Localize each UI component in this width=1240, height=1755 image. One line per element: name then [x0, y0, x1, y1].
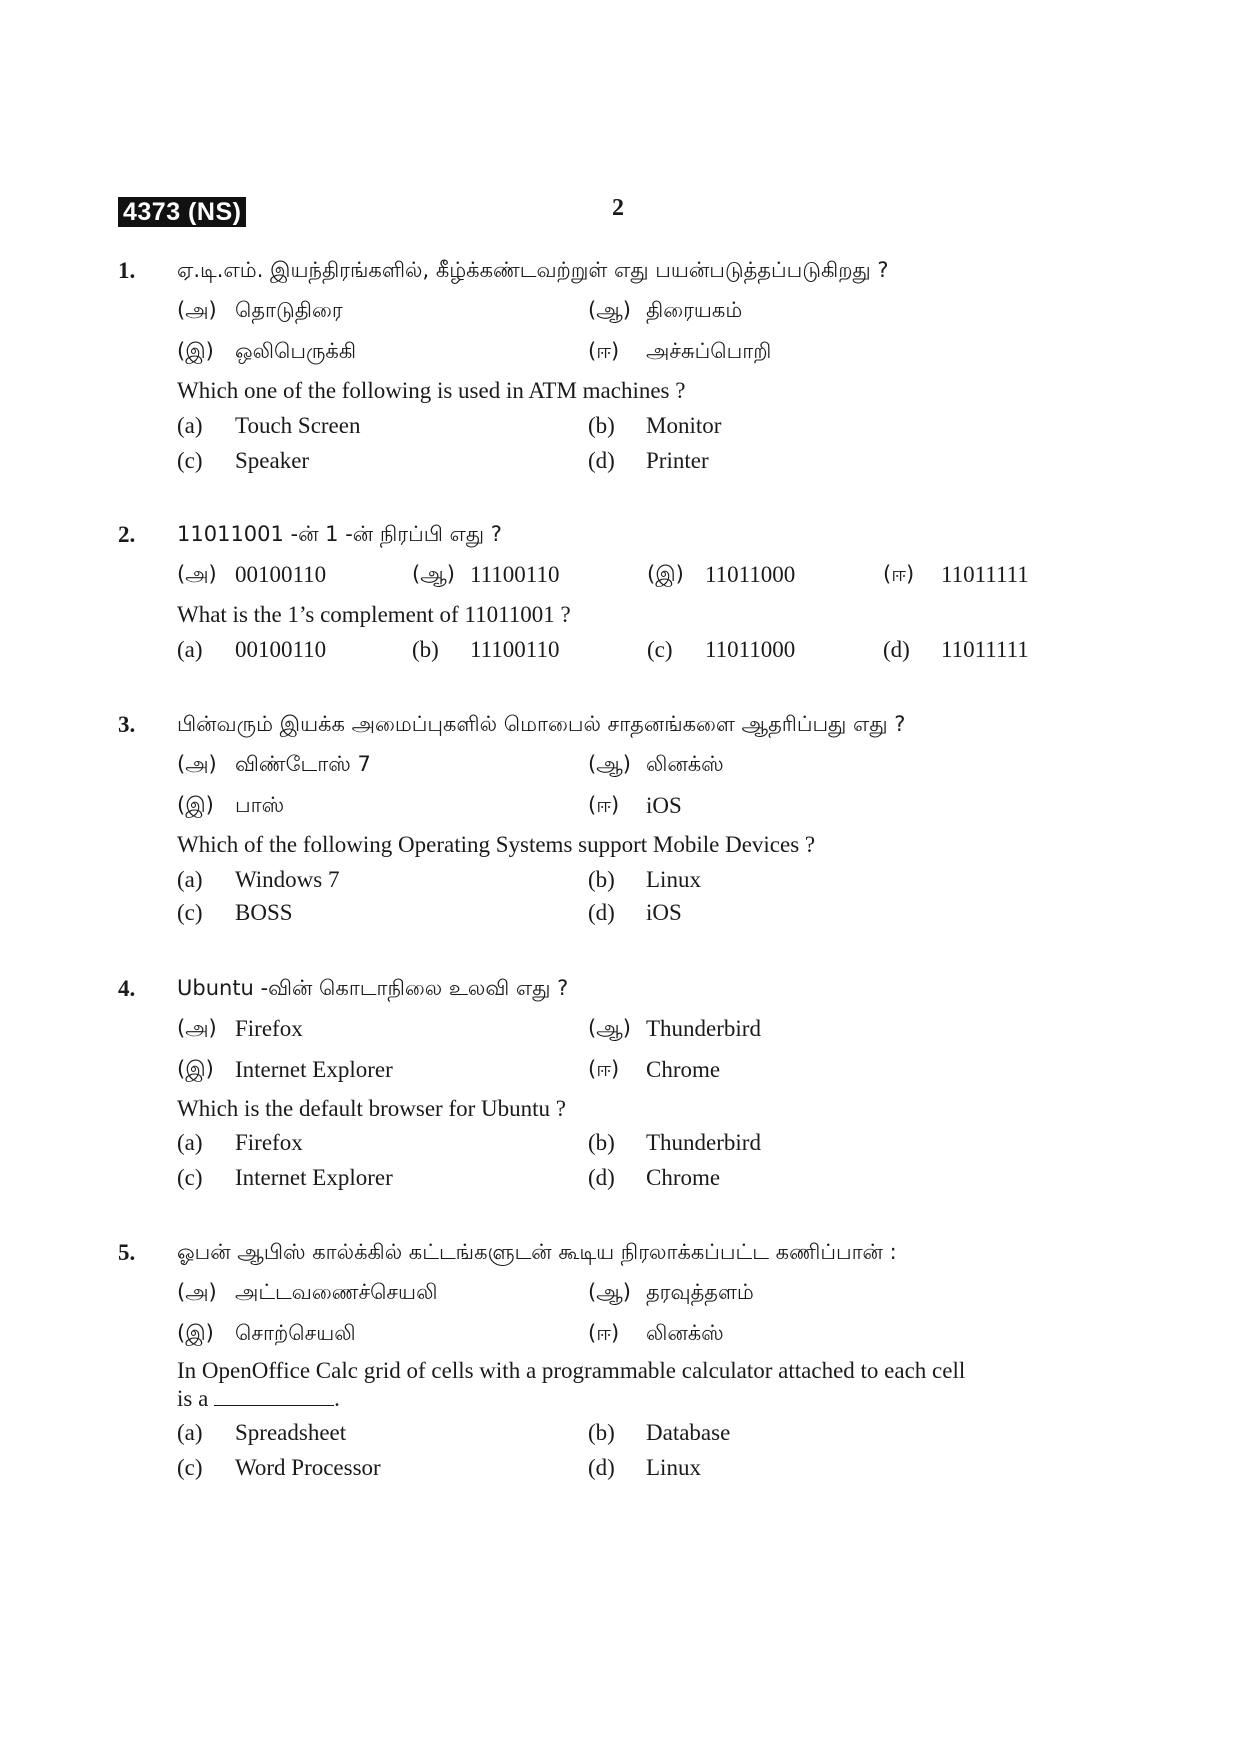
- question-number: 2.: [118, 522, 136, 547]
- question-number: 3.: [118, 712, 136, 737]
- tamil-question-stem: ஏ.டி.எம். இயந்திரங்களில், கீழ்க்கண்டவற்றுள் எது பயன்படுத்தப்படுகிறது ?: [177, 258, 889, 282]
- question-number: 5.: [118, 1240, 136, 1265]
- question-number: 1.: [118, 258, 136, 283]
- english-question-stem: What is the 1’s complement of 11011001 ?: [177, 602, 571, 627]
- question-number: 4.: [118, 976, 136, 1001]
- english-question-stem-line-1: In OpenOffice Calc grid of cells with a programmable calculator attached to each cell: [177, 1358, 966, 1383]
- paper-code-badge: 4373 (NS): [118, 197, 246, 227]
- tamil-question-stem: ஓபன் ஆபிஸ் கால்க்கில் கட்டங்களுடன் கூடிய நிரலாக்கப்பட்ட கணிப்பான் :: [177, 1240, 897, 1264]
- english-question-stem: Which of the following Operating Systems support Mobile Devices ?: [177, 832, 816, 857]
- page-number: 2: [612, 195, 624, 221]
- english-question-stem: Which is the default browser for Ubuntu ?: [177, 1096, 566, 1121]
- tamil-question-stem: பின்வரும் இயக்க அமைப்புகளில் மொபைல் சாதனங்களை ஆதரிப்பது எது ?: [177, 712, 906, 736]
- tamil-question-stem: Ubuntu -வின் கொடாநிலை உலவி எது ?: [177, 976, 569, 1000]
- answer-blank: [214, 1387, 334, 1406]
- tamil-question-stem: 11011001 -ன் 1 -ன் நிரப்பி எது ?: [177, 522, 502, 546]
- english-question-stem-line-2: is a .: [177, 1386, 340, 1411]
- english-question-stem: Which one of the following is used in ATM machines ?: [177, 378, 686, 403]
